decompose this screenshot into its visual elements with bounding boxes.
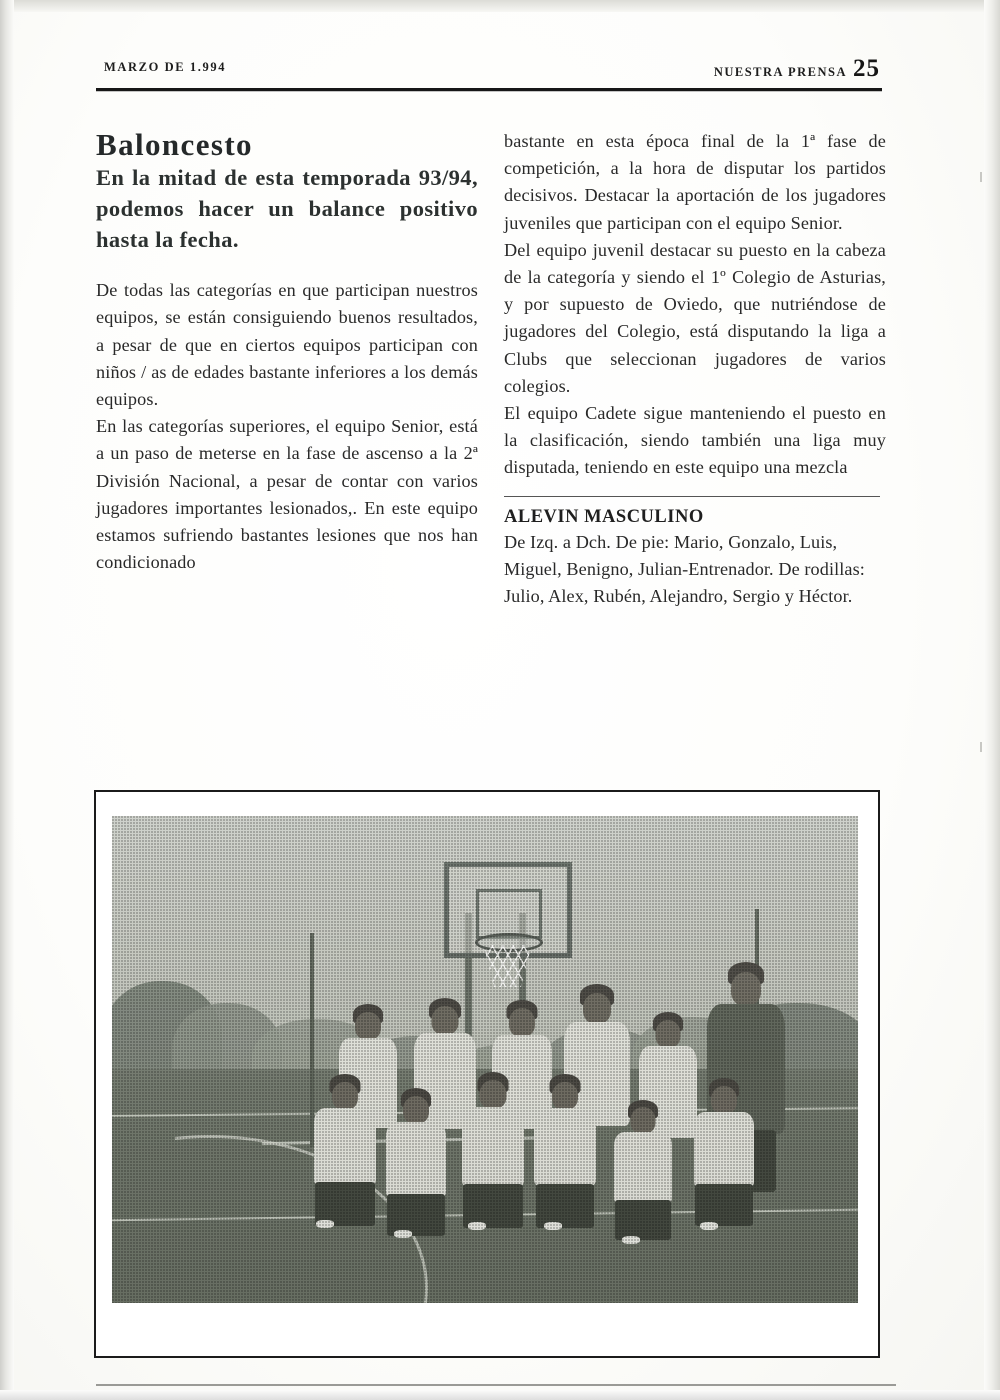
- running-head: [96, 55, 880, 84]
- paragraph: Del equipo juvenil destacar su puesto en la cabeza de la categoría y siendo el 1º Colegio de Asturias, y por supuesto de Oviedo, que nutriéndose de jugadores del Colegio, está disputando la liga a Clubs que seleccionan jugadores de varios colegios.: [504, 239, 886, 396]
- caption-title: ALEVIN MASCULINO: [504, 506, 704, 527]
- player-kneeling: [692, 1078, 756, 1226]
- team-photograph: [112, 816, 858, 1303]
- page-number: 25: [853, 55, 880, 82]
- right-column: [504, 128, 886, 611]
- player-kneeling: [612, 1100, 674, 1238]
- scan-edge-left: [0, 0, 14, 1400]
- paragraph: El equipo Cadete sigue manteniendo el puesto en la clasificación, siendo también una liga muy disputada, teniendo en este equipo una mezcla: [504, 403, 886, 478]
- issue-date: MARZO DE 1.994: [104, 60, 227, 74]
- photo-frame: [94, 790, 880, 1358]
- header-rule-shadow: [96, 91, 882, 92]
- page-title: Baloncesto: [96, 127, 253, 162]
- player-kneeling: [312, 1074, 378, 1224]
- caption-text: De Izq. a Dch. De pie: Mario, Gonzalo, Luis, Miguel, Benigno, Julian-Entrenador. De rodillas: Julio, Alex, Rubén, Alejandro, Sergio y Héctor.: [504, 531, 865, 607]
- paragraph: De todas las categorías en que participan nuestros equipos, se están consiguiendo buenos resultados, a pesar de que en ciertos equipos participan con niños / as de edades bastante inferiores a los demás equipos.: [96, 280, 478, 410]
- footer-rule: [96, 1384, 896, 1386]
- backboard-inner-square: [476, 889, 542, 939]
- player-kneeling: [460, 1072, 526, 1224]
- scan-edge-bottom: [0, 1390, 1000, 1400]
- margin-tick-top: [980, 172, 982, 182]
- scan-edge-right: [984, 0, 1000, 1400]
- margin-tick-bottom: [980, 742, 982, 752]
- article-subhead: En la mitad de esta temporada 93/94, podemos hacer un balance positivo hasta la fecha.: [96, 165, 478, 252]
- scan-edge-top: [0, 0, 1000, 12]
- player-kneeling: [384, 1088, 448, 1234]
- player-kneeling: [532, 1074, 598, 1224]
- paragraph: bastante en esta época final de la 1ª fase de competición, a la hora de disputar los partidos decisivos. Destacar la aportación de los jugadores juveniles que participan con el equipo Senior.: [504, 131, 886, 233]
- publication-and-page: [713, 55, 880, 82]
- caption-divider: [504, 496, 880, 497]
- left-column: [96, 128, 478, 576]
- paragraph: En las categorías superiores, el equipo Senior, está a un paso de meterse en la fase de ascenso a la 2ª División Nacional, a pesar de contar con varios jugadores importantes lesionados,. En este equipo estamos sufriendo bastantes lesiones que nos han condicionado: [96, 416, 478, 573]
- publication-name: NUESTRA PRENSA: [713, 65, 847, 79]
